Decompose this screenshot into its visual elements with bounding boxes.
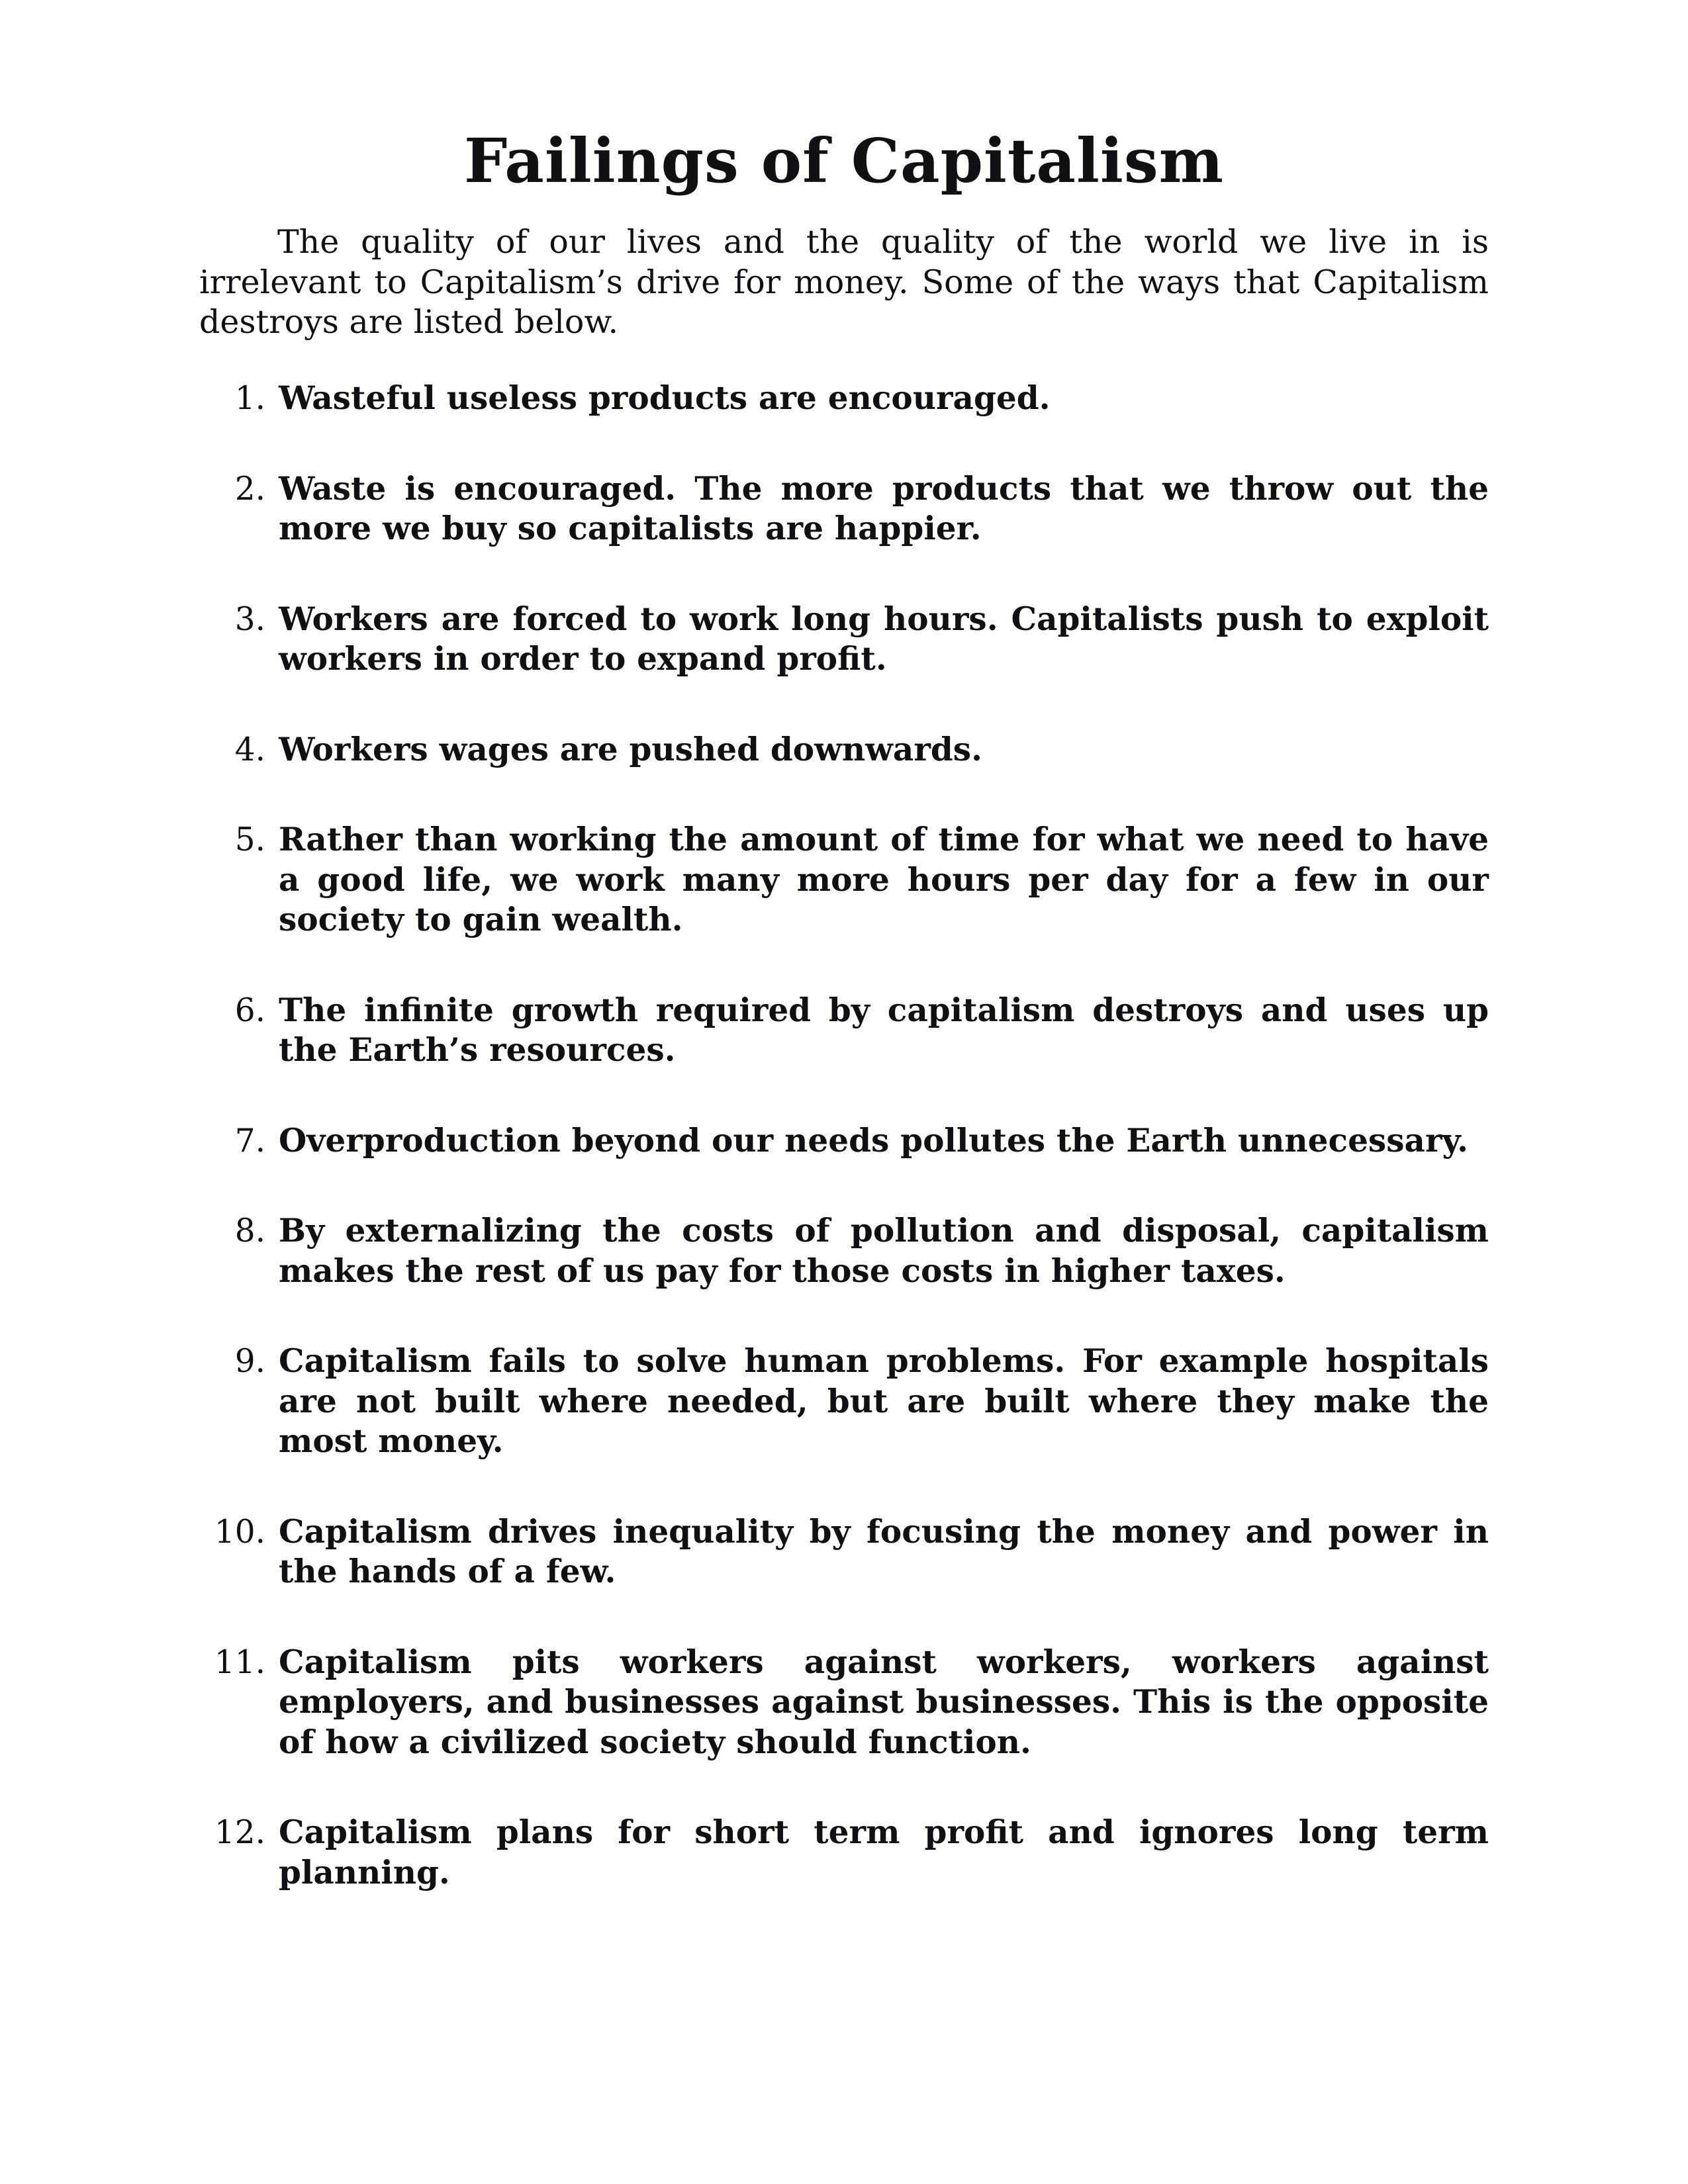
item-text: Wasteful useless products are encouraged. [279, 379, 1051, 417]
list-item [199, 820, 1489, 940]
item-number: 11. [214, 1643, 265, 1681]
item-text: Capitalism fails to solve human problems. For example hospitals are not built where needed, but are built where they make the most money. [279, 1342, 1489, 1460]
item-text: By externalizing the costs of pollution and disposal, capitalism makes the rest of us pay for those costs in higher taxes. [279, 1212, 1489, 1290]
item-number: 9. [234, 1343, 265, 1380]
item-number: 4. [234, 731, 265, 768]
item-number: 1. [234, 380, 265, 417]
list-item [199, 1121, 1489, 1161]
list-item [199, 1643, 1489, 1763]
failings-list [199, 379, 1489, 1943]
intro-paragraph: The quality of our lives and the quality of the world we live in is irrelevant to Capitalism’s drive for money. Some of the ways that Capitalism destroys are listed below. [199, 223, 1489, 341]
item-text: Workers are forced to work long hours. Capitalists push to exploit workers in order to expand profit. [279, 600, 1489, 678]
item-text: The infinite growth required by capitalism destroys and uses up the Earth’s resources. [279, 991, 1489, 1069]
item-text: Capitalism drives inequality by focusing the money and power in the hands of a few. [279, 1512, 1489, 1590]
list-item [199, 469, 1489, 549]
page-title: Failings of Capitalism [463, 125, 1224, 197]
list-item [199, 1512, 1489, 1592]
item-text: Rather than working the amount of time for what we need to have a good life, we work many more hours per day for a few in our society to gain wealth. [279, 821, 1489, 938]
item-number: 7. [234, 1122, 265, 1160]
item-number: 10. [214, 1513, 265, 1551]
item-number: 12. [214, 1814, 265, 1851]
item-text: Workers wages are pushed downwards. [279, 730, 982, 768]
item-number: 5. [234, 821, 265, 858]
item-text: Waste is encouraged. The more products that we throw out the more we buy so capitalists are happier. [279, 469, 1489, 547]
list-item [199, 600, 1489, 680]
item-number: 8. [234, 1212, 265, 1250]
item-text: Overproduction beyond our needs pollutes the Earth unnecessary. [279, 1121, 1469, 1160]
item-number: 2. [234, 470, 265, 508]
list-item [199, 1342, 1489, 1462]
list-item [199, 379, 1489, 419]
list-item [199, 1211, 1489, 1291]
list-item [199, 730, 1489, 770]
item-text: Capitalism plans for short term profit and ignores long term planning. [279, 1813, 1489, 1891]
list-item [199, 1813, 1489, 1893]
item-text: Capitalism pits workers against workers, workers against employers, and businesses against businesses. This is the opposite of how a civilized society should function. [279, 1643, 1489, 1761]
item-number: 6. [234, 991, 265, 1029]
list-item [199, 991, 1489, 1071]
item-number: 3. [234, 600, 265, 638]
